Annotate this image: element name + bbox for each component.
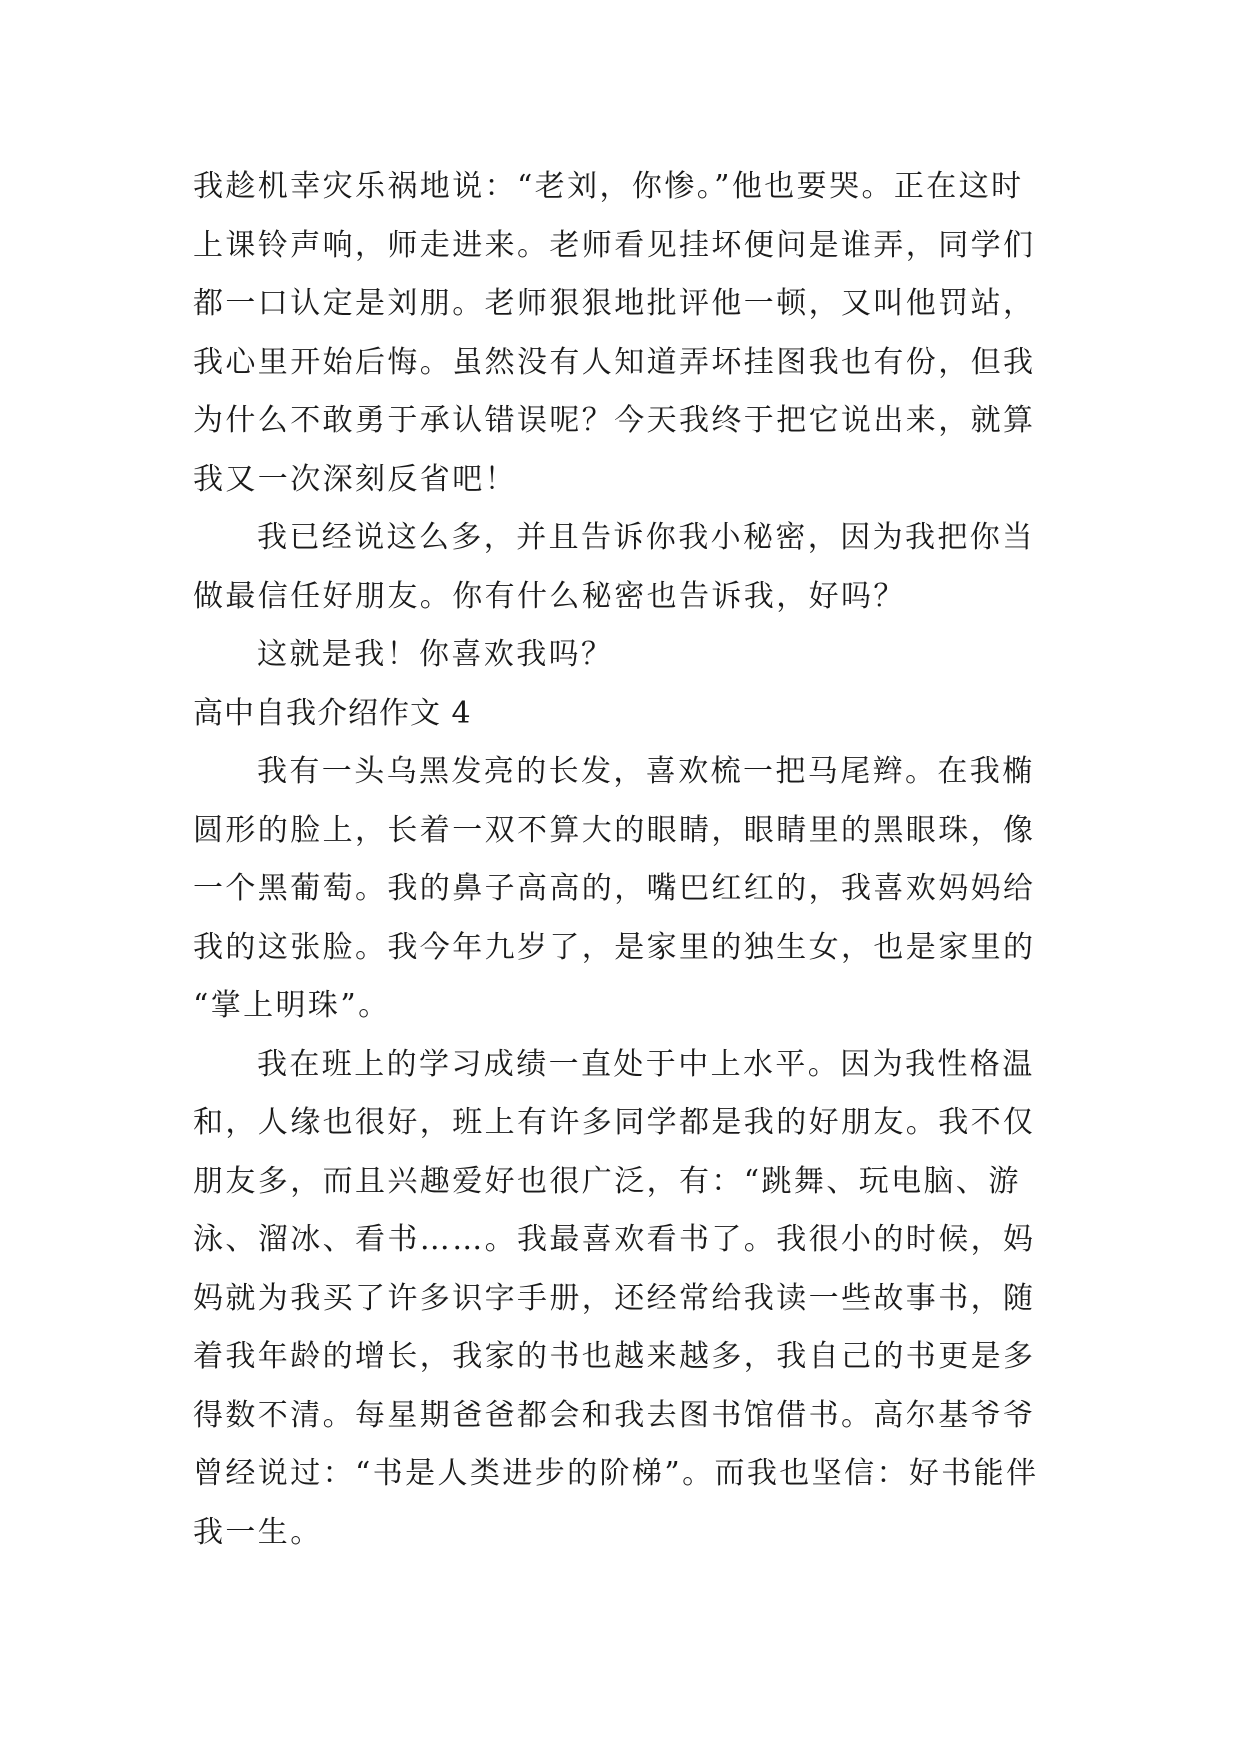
text-line: 得数不清。每星期爸爸都会和我去图书馆借书。高尔基爷爷 <box>193 1397 1036 1433</box>
text-line: 我在班上的学习成绩一直处于中上水平。因为我性格温 <box>257 1046 1035 1082</box>
paragraph <box>193 1036 1073 1563</box>
text-line: 朋友多，而且兴趣爱好也很广泛，有：“跳舞、玩电脑、游 <box>193 1163 1021 1199</box>
text-line: 曾经说过：“书是人类进步的阶梯”。而我也坚信：好书能伴 <box>193 1456 1039 1491</box>
paragraph <box>193 158 1073 509</box>
text-line: 泳、溜冰、看书……。我最喜欢看书了。我很小的时候，妈 <box>193 1222 1036 1257</box>
text-line: 我已经说这么多，并且告诉你我小秘密，因为我把你当 <box>257 520 1035 555</box>
text-line: 都一口认定是刘朋。老师狠狠地批评他一顿，又叫他罚站， <box>193 286 1036 321</box>
text-line: 圆形的脸上，长着一双不算大的眼睛，眼睛里的黑眼珠，像 <box>193 812 1036 848</box>
paragraph <box>193 509 1073 626</box>
text-line: 妈就为我买了许多识字手册，还经常给我读一些故事书，随 <box>193 1280 1036 1316</box>
text-line: 我趁机幸灾乐祸地说：“老刘，你惨。”他也要哭。正在这时 <box>193 169 1024 204</box>
text-line: 做最信任好朋友。你有什么秘密也告诉我，好吗？ <box>193 578 906 614</box>
text-line: 和，人缘也很好，班上有许多同学都是我的好朋友。我不仅 <box>193 1105 1036 1140</box>
paragraph <box>193 743 1073 1036</box>
text-line: 我一生。 <box>193 1514 323 1550</box>
text-line: 我有一头乌黑发亮的长发，喜欢梳一把马尾辫。在我椭 <box>257 754 1035 789</box>
section-heading: 高中自我介绍作文 4 <box>193 695 472 731</box>
document-page <box>193 158 1073 1562</box>
text-line: 这就是我！你喜欢我吗？ <box>257 637 614 672</box>
text-line: 着我年龄的增长，我家的书也越来越多，我自己的书更是多 <box>193 1339 1036 1374</box>
text-line: 我的这张脸。我今年九岁了，是家里的独生女，也是家里的 <box>193 929 1036 965</box>
text-line: 我心里开始后悔。虽然没有人知道弄坏挂图我也有份，但我 <box>193 344 1036 380</box>
text-line: 上课铃声响，师走进来。老师看见挂坏便问是谁弄，同学们 <box>193 227 1036 263</box>
text-line: “掌上明珠”。 <box>193 988 391 1023</box>
text-line: 我又一次深刻反省吧！ <box>193 461 517 497</box>
paragraph <box>193 626 1073 685</box>
text-line: 为什么不敢勇于承认错误呢？今天我终于把它说出来，就算 <box>193 403 1036 438</box>
text-line: 一个黑葡萄。我的鼻子高高的，嘴巴红红的，我喜欢妈妈给 <box>193 871 1036 906</box>
